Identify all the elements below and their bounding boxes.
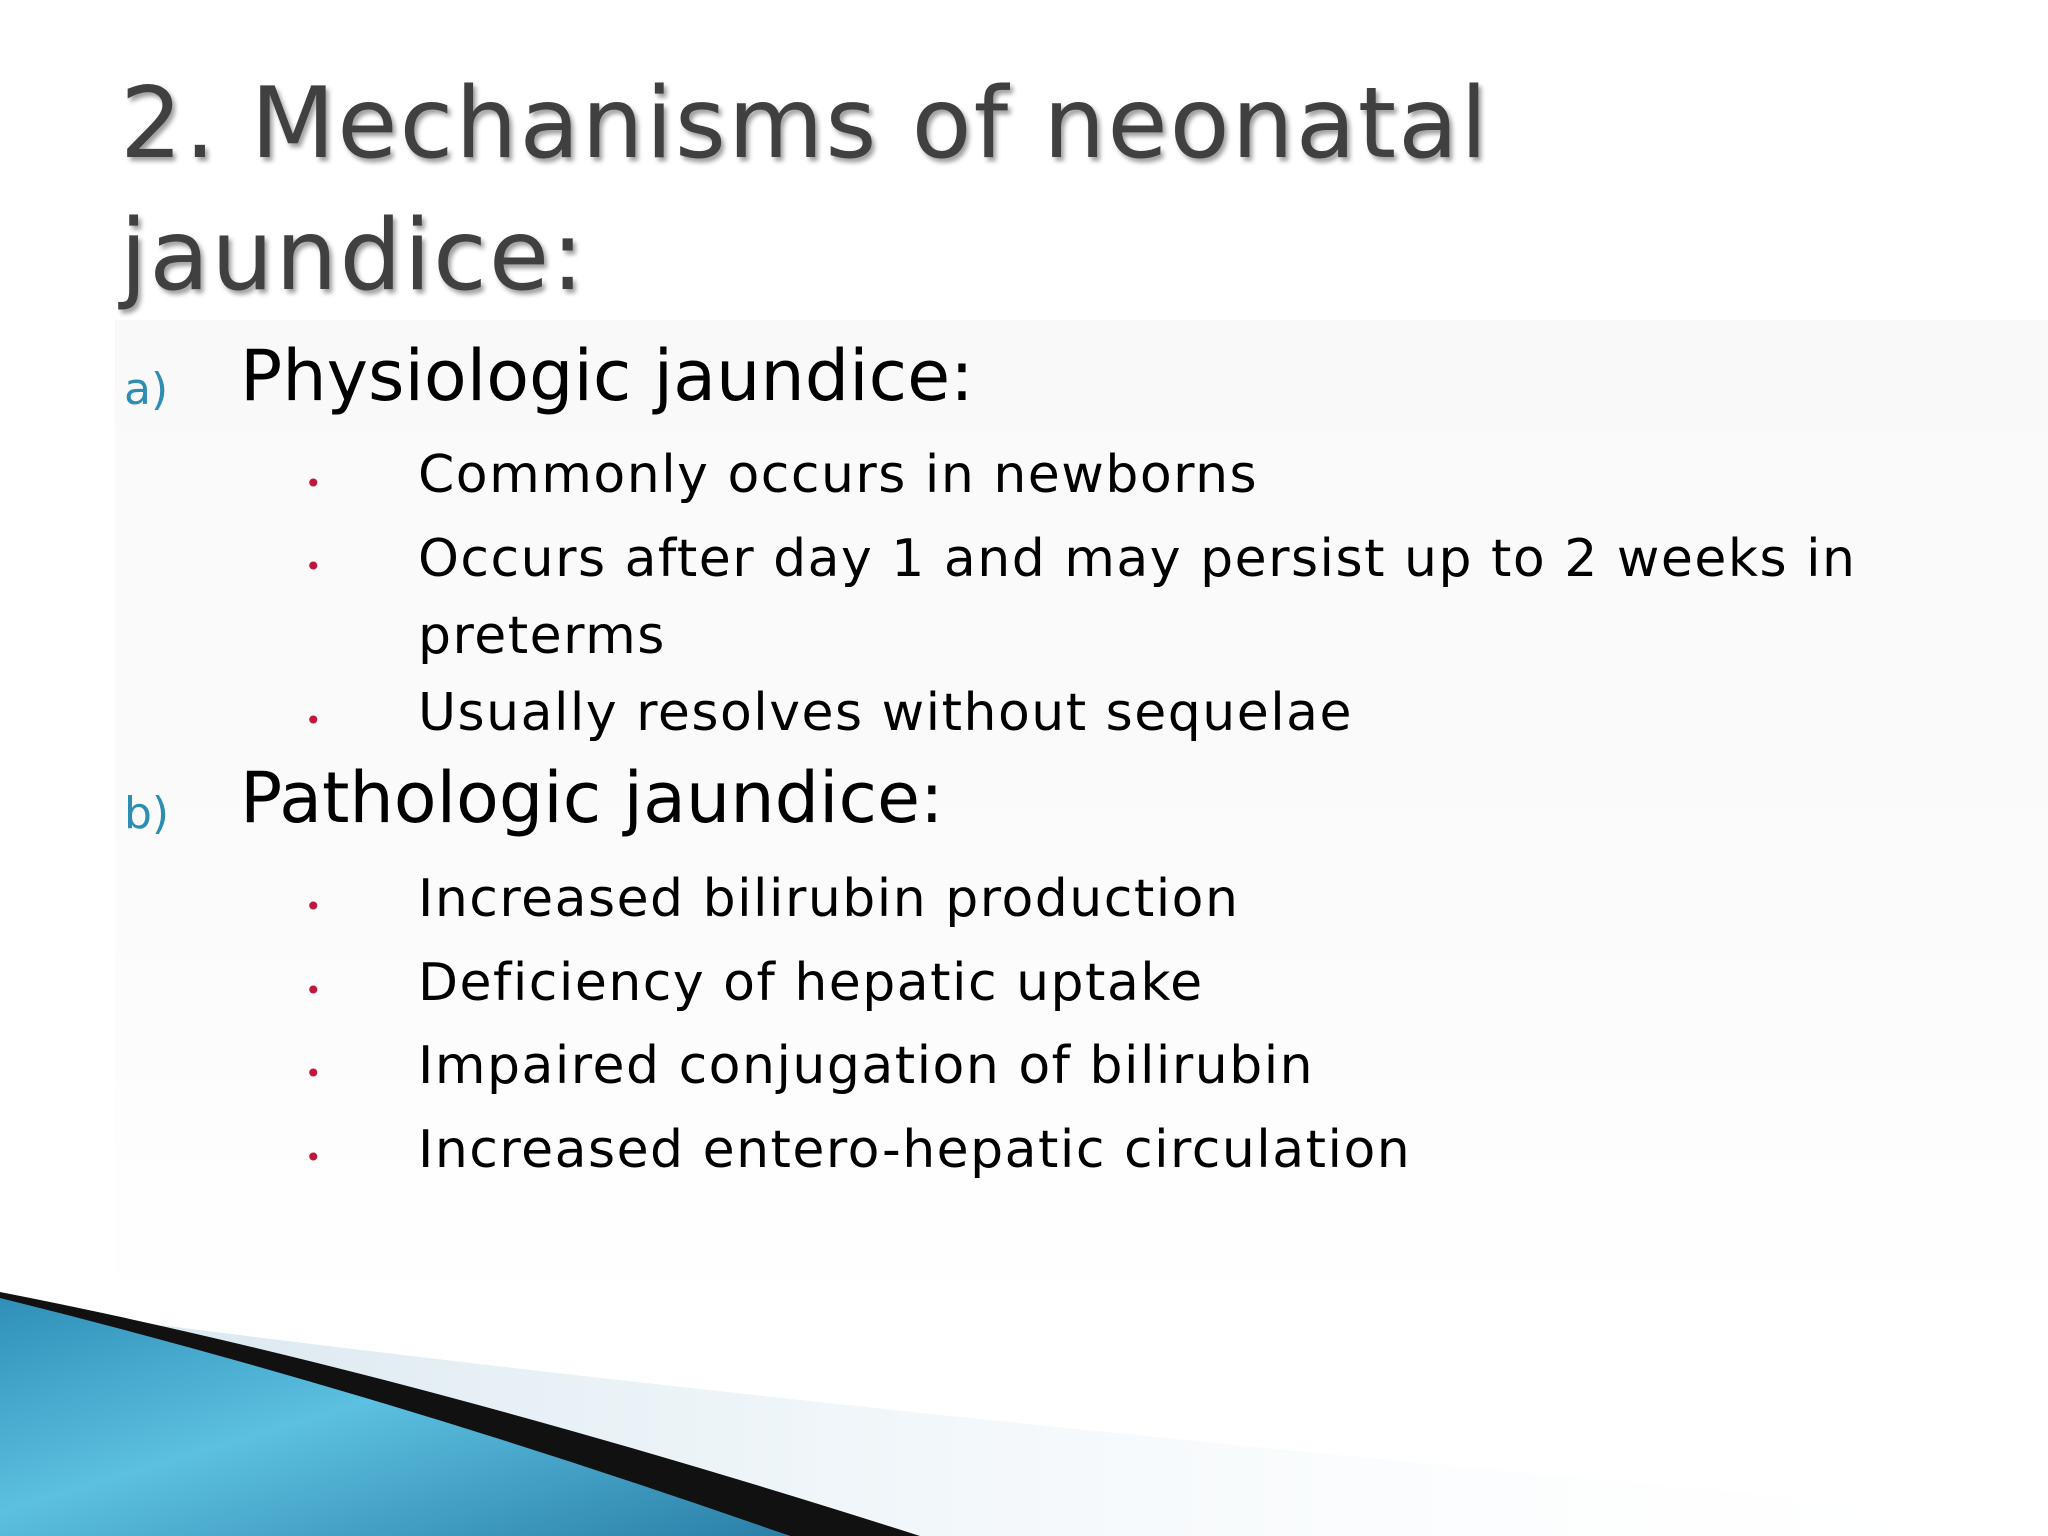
bullet-item: Increased bilirubin production: [418, 869, 1240, 929]
bullet-icon: •: [305, 974, 322, 1007]
section-marker-a: a): [124, 364, 169, 415]
section-marker-b: b): [124, 788, 170, 839]
title-line-2: jaundice:: [120, 199, 587, 313]
bullet-item: Commonly occurs in newborns: [418, 445, 1259, 505]
bullet-item: Deficiency of hepatic uptake: [418, 953, 1204, 1013]
bullet-icon: •: [305, 1057, 322, 1090]
bullet-icon: •: [305, 890, 322, 923]
section-heading-physiologic: Physiologic jaundice:: [240, 335, 974, 417]
bullet-icon: •: [305, 550, 322, 583]
bullet-icon: •: [305, 704, 322, 737]
bullet-item: Impaired conjugation of bilirubin: [418, 1036, 1315, 1096]
bullet-icon: •: [305, 467, 322, 500]
title-line-1: 2. Mechanisms of neonatal: [120, 67, 1490, 181]
bullet-item: Occurs after day 1 and may persist up to 2 weeks in preterms: [418, 529, 1857, 666]
section-heading-pathologic: Pathologic jaundice:: [240, 757, 944, 839]
bullet-item: Increased entero-hepatic circulation: [418, 1120, 1412, 1180]
bullet-item: Usually resolves without sequelae: [418, 683, 1353, 743]
bullet-icon: •: [305, 1141, 322, 1174]
